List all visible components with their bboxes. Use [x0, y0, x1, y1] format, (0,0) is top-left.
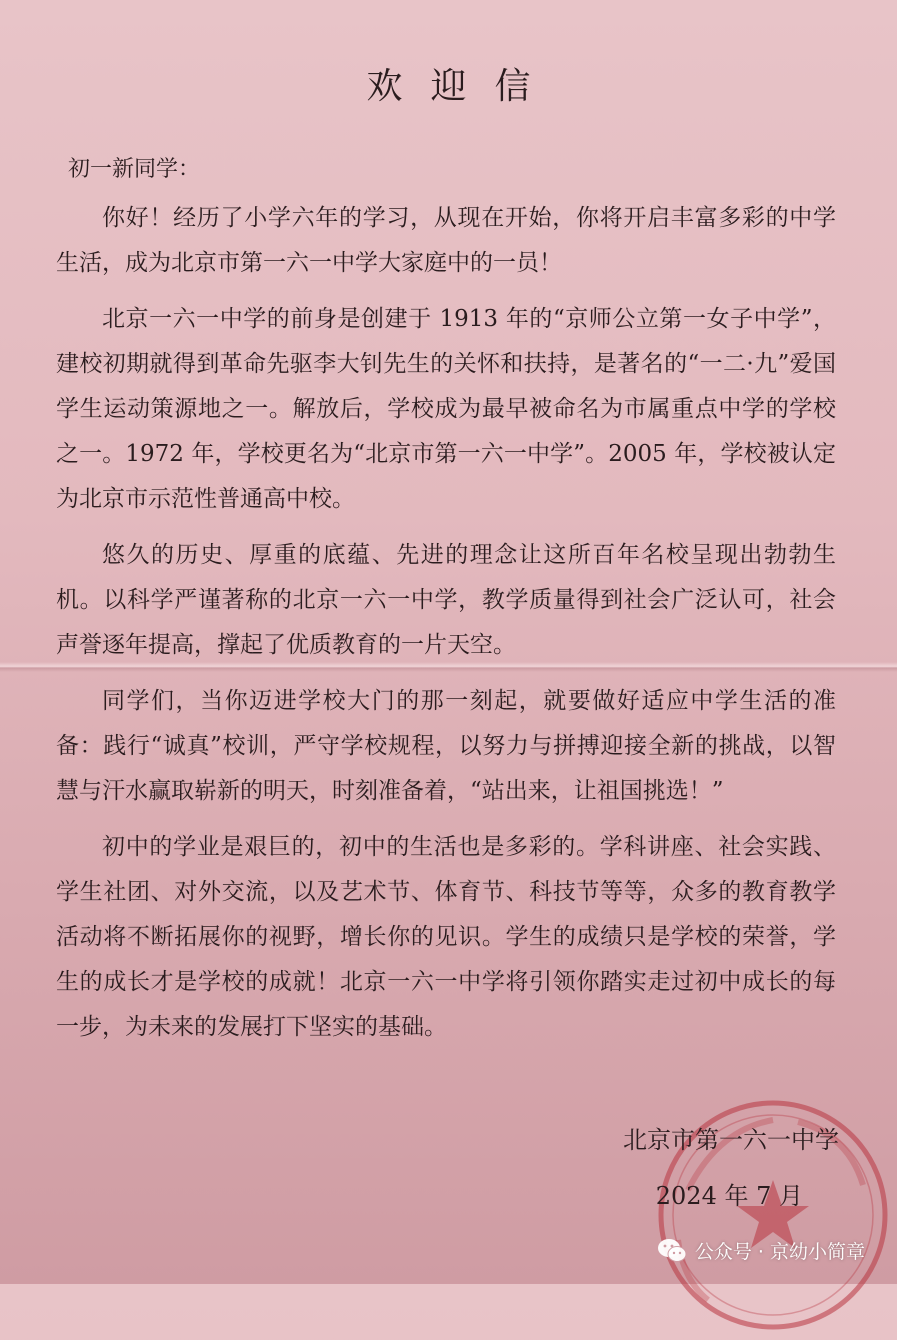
paragraph-4: 同学们，当你迈进学校大门的那一刻起，就要做好适应中学生活的准备：践行“诚真”校训，严守学校规程，以努力与拼搏迎接全新的挑战，以智慧与汗水赢取崭新的明天，时刻准备着，“站出来，让祖国挑选！” — [56, 688, 836, 804]
paragraph-1: 你好！经历了小学六年的学习，从现在开始，你将开启丰富多彩的中学生活，成为北京市第一六一中学大家庭中的一员！ — [56, 205, 836, 276]
letter-body — [56, 196, 836, 1061]
watermark-text: 公众号 · 京幼小简章 — [694, 1241, 865, 1263]
paragraph-2: 北京一六一中学的前身是创建于 1913 年的“京师公立第一女子中学”，建校初期就得到革命先驱李大钊先生的关怀和扶持，是著名的“一二·九”爱国学生运动策源地之一。解放后，学校成为最早被命名为市属重点中学的学校之一。1972 年，学校更名为“北京市第一六一中学”。2005 年，学校被认定为北京市示范性普通高中校。 — [56, 306, 836, 512]
letter-date: 2024 年 7 月 — [655, 1182, 803, 1210]
signature: 北京市第一六一中学 — [623, 1126, 839, 1154]
watermark — [657, 1237, 865, 1264]
salutation: 初一新同学： — [68, 157, 201, 182]
letter-title: 欢迎信 — [366, 66, 559, 107]
wechat-icon — [657, 1238, 687, 1264]
paragraph-5: 初中的学业是艰巨的，初中的生活也是多彩的。学科讲座、社会实践、学生社团、对外交流，以及艺术节、体育节、科技节等等，众多的教育教学活动将不断拓展你的视野，增长你的见识。学生的成绩只是学校的荣誉，学生的成长才是学校的成就！北京一六一中学将引领你踏实走过初中成长的每一步，为未来的发展打下坚实的基础。 — [56, 834, 836, 1040]
paragraph-3: 悠久的历史、厚重的底蕴、先进的理念让这所百年名校呈现出勃勃生机。以科学严谨著称的北京一六一中学，教学质量得到社会广泛认可，社会声誉逐年提高，撑起了优质教育的一片天空。 — [56, 542, 836, 658]
